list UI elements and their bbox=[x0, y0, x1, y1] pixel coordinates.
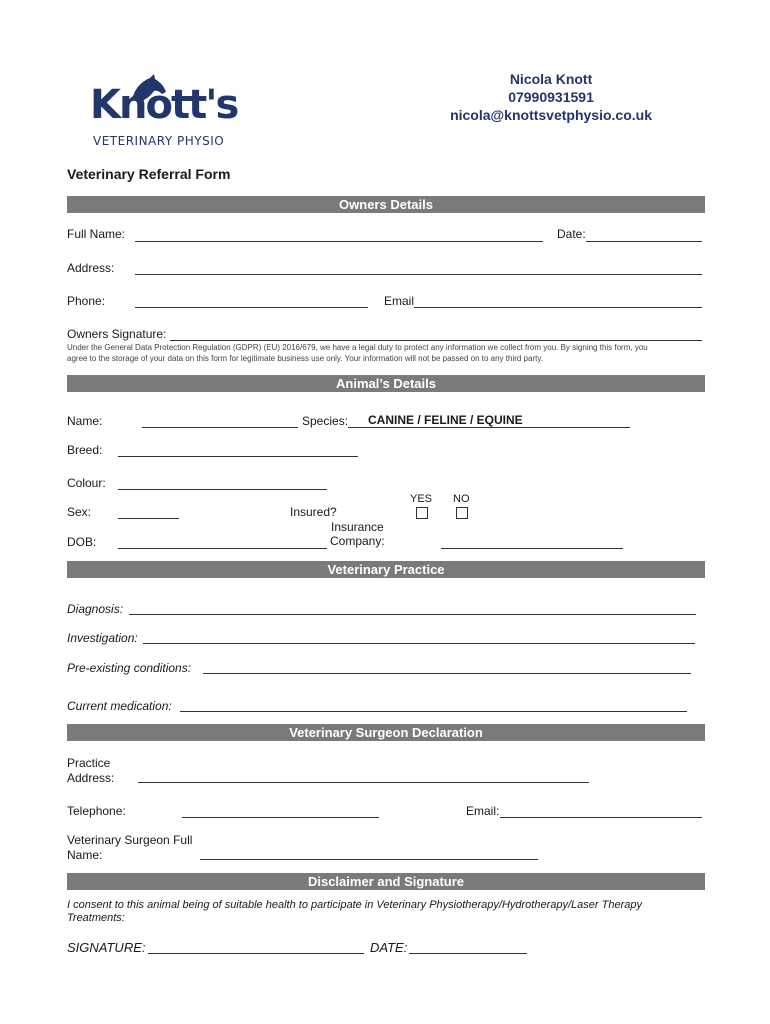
breed-label: Breed: bbox=[67, 443, 103, 457]
preexisting-field[interactable] bbox=[203, 673, 691, 674]
surgeon-name-field[interactable] bbox=[200, 859, 538, 860]
animal-name-label: Name: bbox=[67, 414, 103, 428]
insured-yes-checkbox[interactable] bbox=[416, 507, 428, 519]
contact-email: nicola@knottsvetphysio.co.uk bbox=[450, 107, 652, 123]
gdpr-line-2: agree to the storage of your data on this form for legitimate business use only. Your information will not be passed on to any third party. bbox=[67, 354, 543, 363]
species-options: CANINE / FELINE / EQUINE bbox=[368, 413, 523, 427]
full-name-label: Full Name: bbox=[67, 227, 126, 241]
investigation-field[interactable] bbox=[143, 643, 695, 644]
dob-field[interactable] bbox=[118, 548, 327, 549]
contact-phone: 07990931591 bbox=[508, 89, 594, 105]
full-name-field[interactable] bbox=[135, 241, 543, 242]
gdpr-line-1: Under the General Data Protection Regulation (GDPR) (EU) 2016/679, we have a legal duty to protect any information we collect from you. By signing this form, you bbox=[67, 343, 648, 352]
section-owners-header: Owners Details bbox=[67, 196, 705, 213]
section-disclaimer-header: Disclaimer and Signature bbox=[67, 873, 705, 890]
species-field[interactable] bbox=[348, 427, 630, 428]
insurance-label-line-2: Company: bbox=[330, 534, 385, 548]
colour-label: Colour: bbox=[67, 476, 106, 490]
surgeon-email-label: Email: bbox=[466, 804, 500, 818]
brand-logo bbox=[90, 72, 250, 152]
gdpr-notice bbox=[67, 342, 648, 364]
insurance-label-line-1: Insurance bbox=[331, 520, 384, 534]
signature-field[interactable] bbox=[148, 953, 364, 954]
email-label: Email bbox=[384, 294, 415, 308]
address-label: Address: bbox=[67, 261, 115, 275]
signature-date-field[interactable] bbox=[409, 953, 527, 954]
signature-label: SIGNATURE: bbox=[67, 940, 146, 955]
logo-brand-text: Knott's bbox=[90, 82, 238, 128]
colour-field[interactable] bbox=[118, 489, 327, 490]
surgeon-name-line-1: Veterinary Surgeon Full bbox=[67, 833, 193, 847]
owners-signature-field[interactable] bbox=[170, 340, 702, 341]
signature-date-label: DATE: bbox=[370, 940, 408, 955]
contact-name: Nicola Knott bbox=[509, 71, 593, 87]
email-field[interactable] bbox=[414, 307, 702, 308]
investigation-label: Investigation: bbox=[67, 631, 138, 645]
address-field[interactable] bbox=[135, 274, 702, 275]
section-animal-header: Animal’s Details bbox=[67, 375, 705, 392]
practice-address-field[interactable] bbox=[138, 782, 589, 783]
animal-name-field[interactable] bbox=[142, 427, 298, 428]
section-practice-header: Veterinary Practice bbox=[67, 561, 705, 578]
practice-address-line-2: Address: bbox=[67, 771, 115, 785]
practice-address-label bbox=[67, 756, 114, 786]
telephone-field[interactable] bbox=[182, 817, 379, 818]
owners-signature-label: Owners Signature: bbox=[67, 327, 167, 341]
medication-label: Current medication: bbox=[67, 699, 172, 713]
preexisting-label: Pre-existing conditions: bbox=[67, 661, 192, 675]
surgeon-name-line-2: Name: bbox=[67, 848, 103, 862]
diagnosis-label: Diagnosis: bbox=[67, 602, 124, 616]
sex-field[interactable] bbox=[118, 518, 179, 519]
insurance-company-field[interactable] bbox=[441, 548, 623, 549]
consent-line-1: I consent to this animal being of suitable health to participate in Veterinary Physiotherapy/Hydrotherapy/Laser Therapy bbox=[67, 899, 642, 911]
breed-field[interactable] bbox=[118, 456, 358, 457]
contact-block bbox=[450, 70, 652, 124]
dob-label: DOB: bbox=[67, 535, 97, 549]
surgeon-name-label bbox=[67, 833, 192, 863]
telephone-label: Telephone: bbox=[67, 804, 126, 818]
practice-address-line-1: Practice bbox=[67, 756, 111, 770]
sex-label: Sex: bbox=[67, 505, 92, 519]
section-surgeon-header: Veterinary Surgeon Declaration bbox=[67, 724, 705, 741]
insurance-company-label bbox=[330, 520, 385, 548]
no-label: NO bbox=[453, 493, 470, 505]
logo-sub-text: VETERINARY PHYSIO bbox=[93, 134, 225, 148]
insured-no-checkbox[interactable] bbox=[456, 507, 468, 519]
species-label: Species: bbox=[302, 414, 349, 428]
yes-label: YES bbox=[410, 493, 433, 505]
date-label: Date: bbox=[557, 227, 586, 241]
surgeon-email-field[interactable] bbox=[500, 817, 702, 818]
insured-label: Insured? bbox=[290, 505, 337, 519]
date-field[interactable] bbox=[586, 241, 702, 242]
form-title: Veterinary Referral Form bbox=[67, 166, 231, 182]
medication-field[interactable] bbox=[180, 711, 687, 712]
phone-field[interactable] bbox=[135, 307, 368, 308]
diagnosis-field[interactable] bbox=[129, 614, 696, 615]
consent-text bbox=[67, 899, 642, 925]
consent-line-2: Treatments: bbox=[67, 912, 125, 924]
phone-label: Phone: bbox=[67, 294, 106, 308]
